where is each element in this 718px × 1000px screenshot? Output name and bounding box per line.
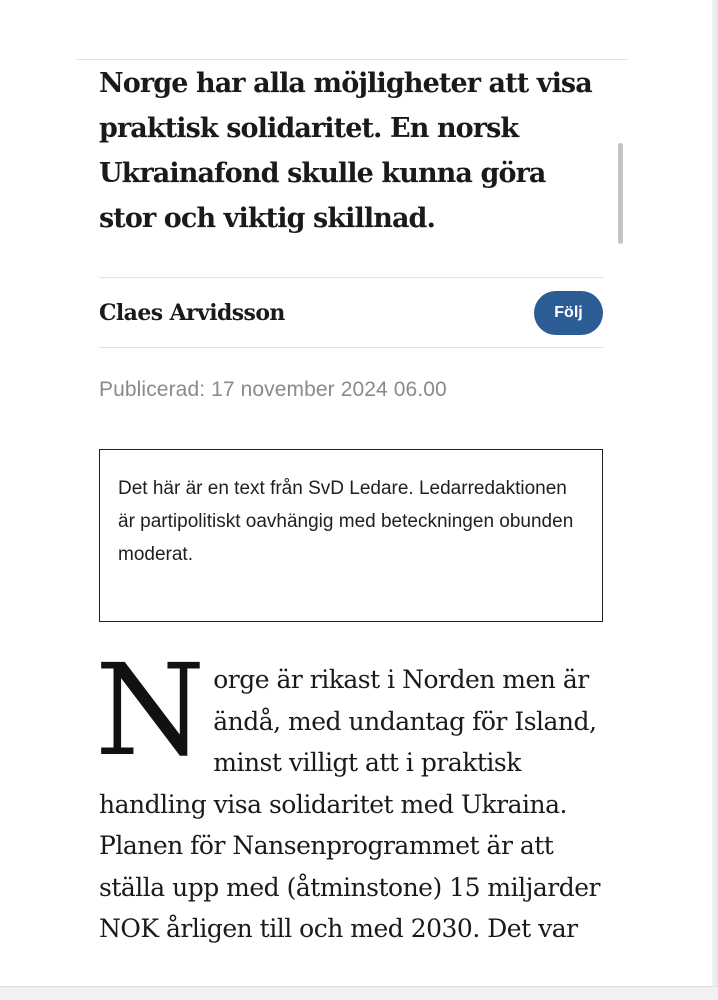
article-body-text: orge är rikast i Norden men är ändå, med undantag för Island, minst villigt att i praktisk handling visa solidaritet med Ukraina. Planen för Nansenprogrammet är att ställa upp med (åtminstone) 15 miljarder NOK årligen till och med 2030. Det var: [99, 665, 600, 943]
page-edge: [712, 0, 718, 1000]
author-row: [99, 277, 604, 348]
author-name[interactable]: Claes Arvidsson: [99, 299, 285, 326]
info-box: [99, 449, 603, 622]
published-date: Publicerad: 17 november 2024 06.00: [99, 378, 447, 401]
info-box-text: Det här är en text från SvD Ledare. Ledarredaktionen är partipolitiskt oavhängig med beteckningen obunden moderat.: [118, 478, 574, 565]
scrollbar-thumb[interactable]: [618, 143, 623, 244]
follow-button[interactable]: Följ: [534, 291, 603, 335]
bottom-bar: [0, 986, 718, 1000]
article-lead: Norge har alla möjligheter att visa praktisk solidaritet. En norsk Ukrainafond skulle kunna göra stor och viktig skillnad.: [99, 68, 592, 234]
article-body: [95, 637, 604, 950]
drop-cap: N: [95, 637, 204, 784]
article: [95, 60, 604, 950]
